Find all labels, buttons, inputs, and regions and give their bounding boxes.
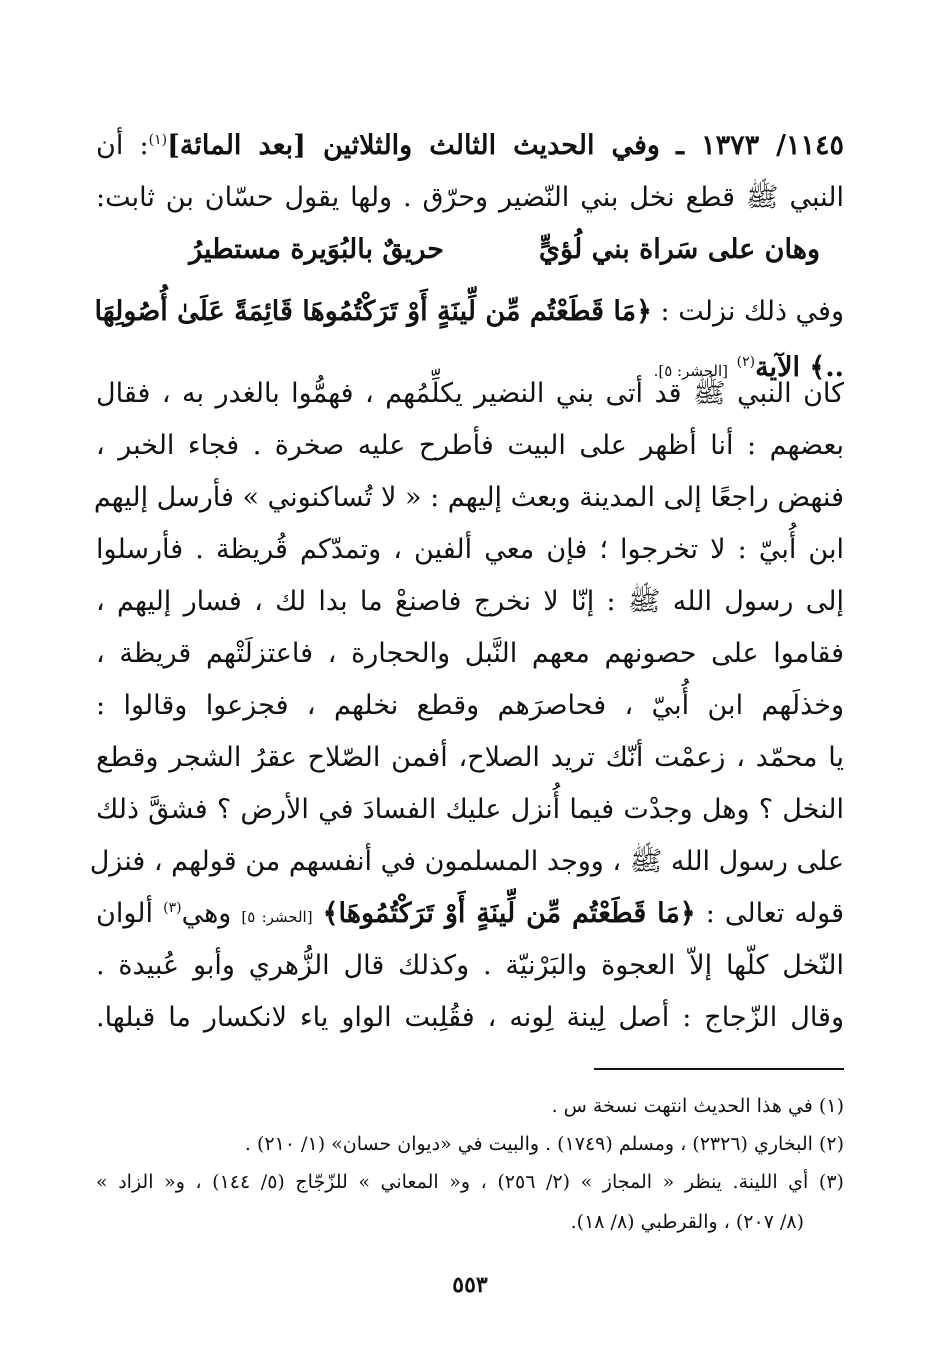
intro-line: النبي ﷺ قطع نخل بني النّضير وحرّق . ولها يقول حسّان بن ثابت: (96, 182, 844, 213)
quran-citation-line (96, 892, 844, 939)
surah-citation: [الحشر: ٥] (241, 908, 313, 926)
quran-verse-short: ﴿مَا قَطَعْتُم مِّن لِّينَةٍ أَوْ تَرَكْتُمُوهَا﴾ (322, 898, 696, 929)
footnote-3-continued: (٨/ ٢٠٧) ، والقرطبي (٨/ ١٨). (570, 1211, 804, 1233)
paragraph-line: بعضهم : أنا أظهر على البيت فأطرح عليه صخرة . فجاء الخبر ، (96, 430, 844, 461)
footnote-separator (594, 1068, 844, 1070)
paragraph-line: يا محمّد ، زعمْت أنّك تريد الصلاح، أفمن الصّلاح عقرُ الشجر وقطع (96, 742, 844, 773)
paragraph-line: النخل ؟ وهل وجدْت فيما أُنزل عليك الفسادَ في الأرض ؟ فشقَّ ذلك (96, 794, 844, 825)
paragraph-line: فقاموا على حصونهم معهم النَّبل والحجارة ، فاعتزلَتْهم قريظة ، (96, 638, 844, 669)
paragraph-line: إلى رسول الله ﷺ : إنّا لا نخرج فاصنعْ ما بدا لك ، فسار إليهم ، (96, 586, 844, 617)
quran-lead: قوله تعالى : (705, 898, 844, 929)
footnote-2: (٢) البخاري (٢٣٢٦) ، ومسلم (١٧٤٩) . والبيت في «ديوان حسان» (١/ ٢١٠) . (244, 1133, 844, 1155)
quran-continuation: ..﴾ الآية (755, 352, 844, 383)
revelation-line (96, 290, 844, 334)
paragraph-line: وقال الزّجاج : أصل لِينة لِونه ، فقُلِبت الواو ياء لانكسار ما قبلها. (96, 1002, 844, 1033)
footnote-3: (٣) أي اللينة. ينظر « المجاز » (٢/ ٢٥٦) ، و« المعاني » للزّجّاج (٥/ ١٤٤) ، و« الزاد » (96, 1171, 844, 1193)
paragraph-line: وخذلَهم ابن أُبيّ ، فحاصرَهم وقطع نخلهم ، فجزعوا وقالوا : (96, 690, 844, 721)
page-number: ٥٥٣ (452, 1272, 488, 1298)
paragraph-line: النّخل كلّها إلاّ العجوة والبَرْنيّة . وكذلك قال الزُّهري وأبو عُبيدة . (96, 950, 844, 981)
quran-verse: ﴿مَا قَطَعْتُم مِّن لِّينَةٍ أَوْ تَرَكْتُمُوهَا قَائِمَةً عَلَىٰ أُصُولِهَا (94, 296, 652, 327)
hadith-title: وفي الحديث الثالث والثلاثين [بعد المائة] (167, 130, 660, 161)
surah-citation: [الحشر: ٥]. (653, 362, 729, 380)
line-tail: ألوان (96, 898, 154, 929)
hadith-heading-line (96, 124, 844, 168)
footnote-ref-1: (١) (148, 132, 168, 148)
paragraph-line: فنهض راجعًا إلى المدينة وبعث إليهم : « لا تُساكنوني » فأرسل إليهم (93, 482, 844, 513)
paragraph-line: كان النبي ﷺ قد أتى بني النضير يكلِّمُهم ، فهمُّوا بالغدر به ، فقال (96, 378, 844, 409)
paragraph-line: على رسول الله ﷺ ، ووجد المسلمون في أنفسهم من قولهم ، فنزل (89, 846, 844, 877)
verse-second-hemistich: حريقٌ بالبُوَيرة مستطيرُ (189, 234, 444, 265)
footnote-ref-2: (٢) (736, 354, 756, 370)
footnote-ref-3: (٣) (163, 900, 182, 916)
paragraph-line: ابن أُبيّ : لا تخرجوا ؛ فإن معي ألفين ، وتمدّكم قُريظة . فأرسلوا (96, 534, 844, 565)
footnote-1: (١) في هذا الحديث انتهت نسخة س . (551, 1095, 844, 1117)
verse-first-hemistich: وهان على سَراة بني لُؤيٍّ (538, 234, 820, 265)
revelation-lead: وفي ذلك نزلت : (660, 296, 844, 327)
hadith-number: ١١٤٥/ ١٣٧٣ ـ (676, 130, 845, 161)
heading-tail: : أن (96, 130, 149, 161)
word-wahiya: وهي (181, 898, 232, 929)
